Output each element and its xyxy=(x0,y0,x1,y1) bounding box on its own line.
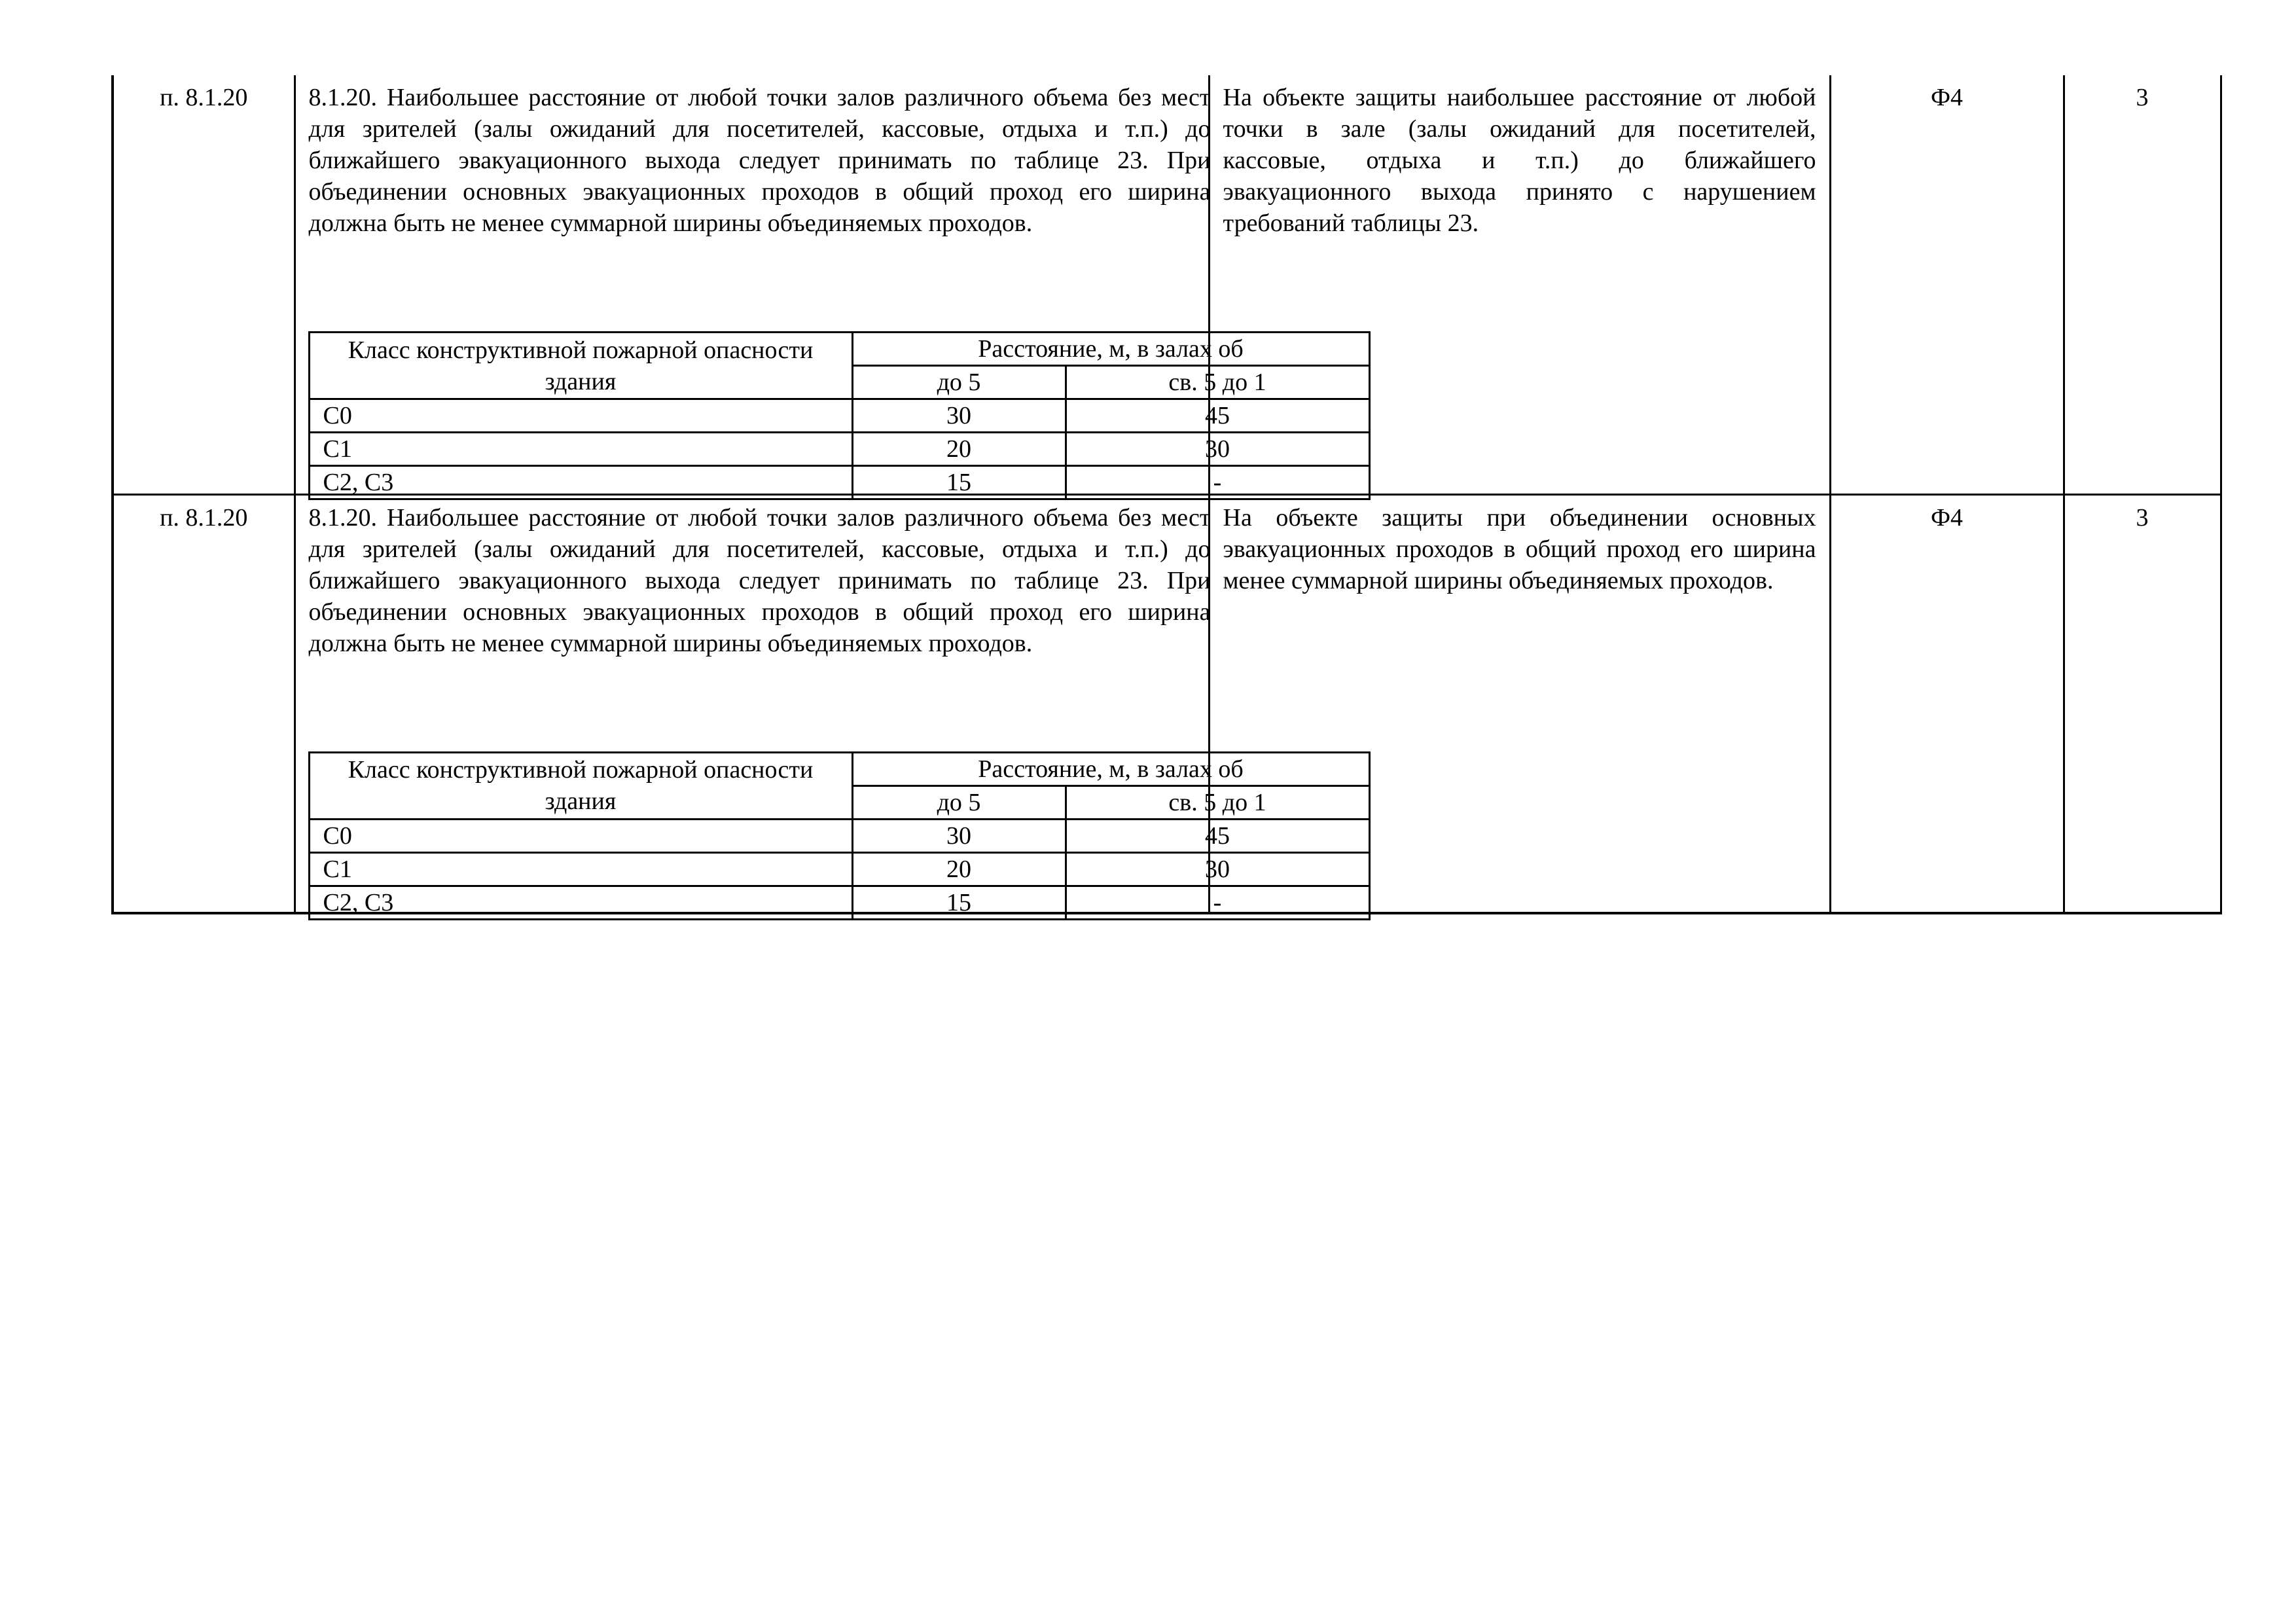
table-23-class-label: С2, С3 xyxy=(309,886,852,919)
table-23-header-distance: Расстояние, м, в залах об xyxy=(852,752,1369,785)
requirement-cell xyxy=(295,494,1266,916)
table-23-value: 20 xyxy=(852,852,1066,886)
table-23-value: 15 xyxy=(852,466,1066,499)
table-23-value: 30 xyxy=(1066,852,1369,886)
clause-reference: п. 8.1.20 xyxy=(113,75,295,494)
table-23-row xyxy=(309,886,1369,919)
requirement-text: 8.1.20. Наибольшее расстояние от любой точки залов различного объема без мест для зрителей (залы ожиданий для посетителей, кассовые, отдыха и т.п.) до ближайшего эвакуационного выхода следует принимать по таблице 23. При объединении основных эвакуационных проходов в общий проход его ширина должна быть не менее суммарной ширины объединяемых проходов. xyxy=(308,84,1211,237)
table-23-class-label: С0 xyxy=(309,819,852,852)
table-23-row xyxy=(309,399,1369,433)
table-23-row xyxy=(309,852,1369,886)
table-23-col-over-5: св. 5 до 1 xyxy=(1066,785,1369,819)
table-23-header-distance: Расстояние, м, в залах об xyxy=(852,333,1369,366)
table-23-value: 30 xyxy=(852,399,1066,433)
table-23-value: - xyxy=(1066,466,1369,499)
table-23-col-up-to-5: до 5 xyxy=(852,785,1066,819)
table-23-header-row xyxy=(309,333,1369,366)
requirements-table xyxy=(111,75,2222,914)
table-23-value: 45 xyxy=(1066,399,1369,433)
table-23-value: 30 xyxy=(852,819,1066,852)
table-23-value: 30 xyxy=(1066,433,1369,466)
table-23-class-label: С1 xyxy=(309,433,852,466)
table-23-col-over-5: св. 5 до 1 xyxy=(1066,366,1369,399)
functional-class: Ф4 xyxy=(1830,494,2064,913)
table-23 xyxy=(308,751,1371,920)
table-row xyxy=(113,494,2221,913)
table-23-header-row xyxy=(309,752,1369,785)
requirement-cell xyxy=(295,75,1266,496)
table-23-class-label: С1 xyxy=(309,852,852,886)
table-23-class-label: С0 xyxy=(309,399,852,433)
table-23-col-up-to-5: до 5 xyxy=(852,366,1066,399)
clause-reference: п. 8.1.20 xyxy=(113,494,295,913)
requirement-text: 8.1.20. Наибольшее расстояние от любой точки залов различного объема без мест для зрителей (залы ожиданий для посетителей, кассовые, отдыха и т.п.) до ближайшего эвакуационного выхода следует принимать по таблице 23. При объединении основных эвакуационных проходов в общий проход его ширина должна быть не менее суммарной ширины объединяемых проходов. xyxy=(308,503,1211,657)
table-23-value: 20 xyxy=(852,433,1066,466)
severity-number: 3 xyxy=(2064,494,2221,913)
violation-description: На объекте защиты при объединении основных эвакуационных проходов в общий проход его ширина менее суммарной ширины объединяемых проходов. xyxy=(1209,494,1830,913)
table-23-value: - xyxy=(1066,886,1369,919)
table-row xyxy=(113,75,2221,494)
table-23-class-label: С2, С3 xyxy=(309,466,852,499)
table-23-header-class: Класс конструктивной пожарной опасности здания xyxy=(309,752,852,819)
table-23 xyxy=(308,331,1371,500)
table-23-value: 15 xyxy=(852,886,1066,919)
table-23-row xyxy=(309,819,1369,852)
table-23-row xyxy=(309,433,1369,466)
table-23-clip xyxy=(308,751,1266,920)
table-23-value: 45 xyxy=(1066,819,1369,852)
table-23-clip xyxy=(308,331,1266,500)
severity-number: 3 xyxy=(2064,75,2221,494)
violation-description: На объекте защиты наибольшее расстояние от любой точки в зале (залы ожиданий для посетителей, кассовые, отдыха и т.п.) до ближайшего эвакуационного выхода принято с нарушением требований таблицы 23. xyxy=(1209,75,1830,494)
table-23-header-class: Класс конструктивной пожарной опасности здания xyxy=(309,333,852,399)
functional-class: Ф4 xyxy=(1830,75,2064,494)
